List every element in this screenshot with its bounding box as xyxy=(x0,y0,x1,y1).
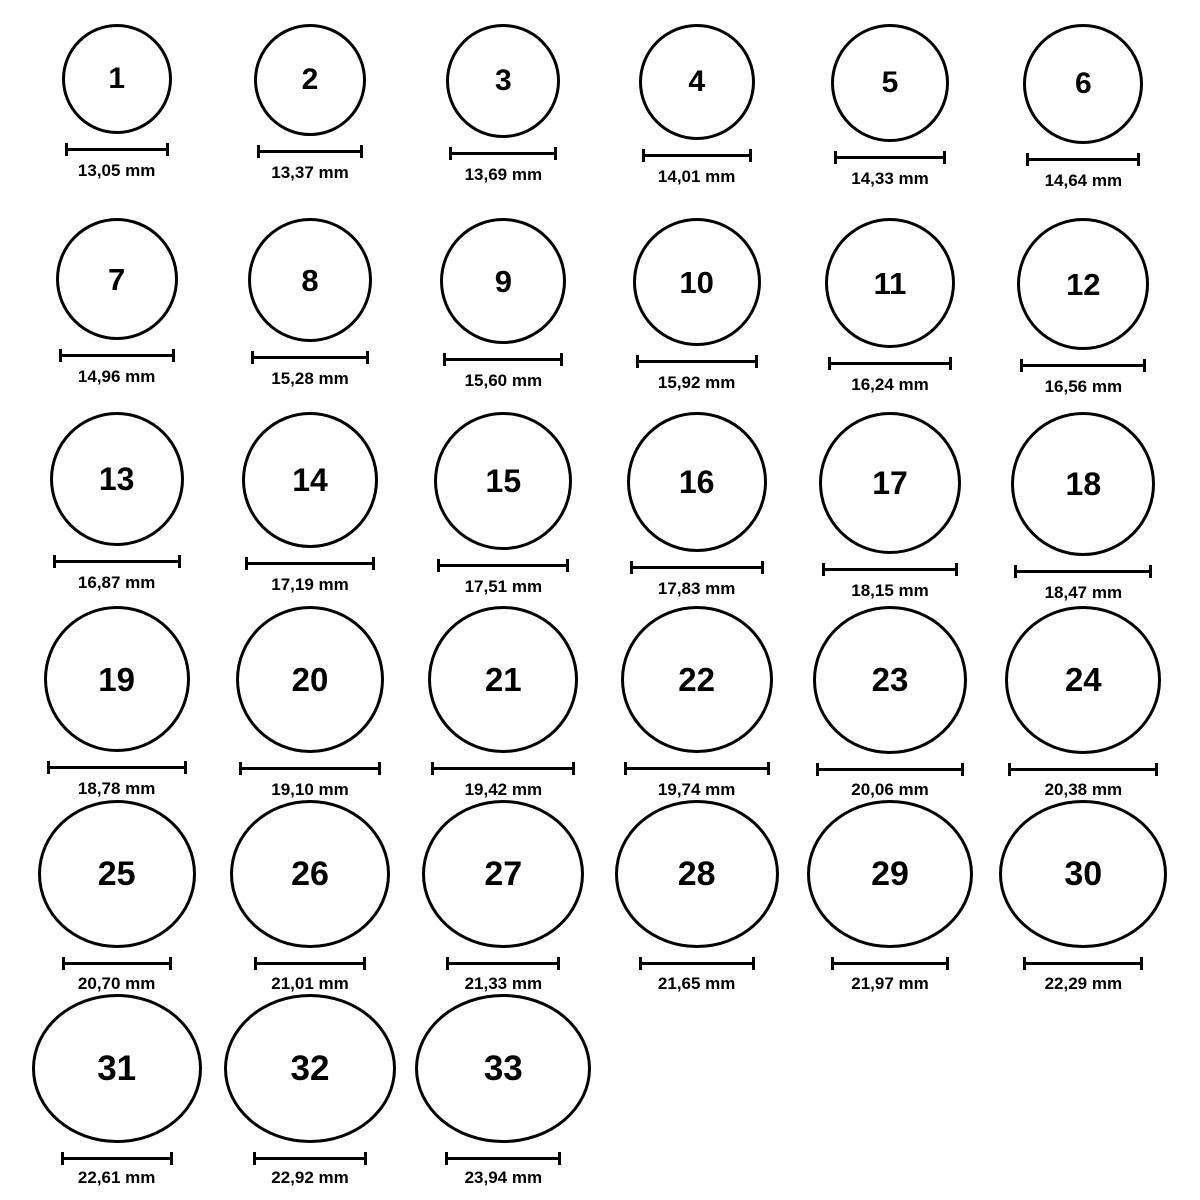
ring-size-cell[interactable] xyxy=(213,606,406,800)
diameter-value: 18,47 mm xyxy=(1044,583,1123,602)
diameter-value: 21,97 mm xyxy=(851,974,929,993)
diameter-measure-bar xyxy=(1014,565,1152,577)
measure-cap-right xyxy=(1143,359,1146,372)
diameter-measure-bar xyxy=(449,147,557,159)
diameter-value: 14,64 mm xyxy=(1044,171,1123,190)
measure-cap-left xyxy=(257,145,260,158)
measure-line xyxy=(257,150,363,153)
diameter-value: 23,94 mm xyxy=(464,1168,543,1187)
ring-circle xyxy=(434,412,572,550)
diameter-value: 13,69 mm xyxy=(464,165,543,184)
measure-cap-right xyxy=(752,957,755,970)
diameter-value: 21,33 mm xyxy=(464,974,543,993)
measure-cap-right xyxy=(572,762,575,775)
diameter-value: 13,05 mm xyxy=(77,161,156,180)
diameter-measure-bar xyxy=(1023,957,1143,968)
diameter-measure-bar xyxy=(59,349,175,361)
measure-line xyxy=(446,962,560,965)
ring-circle xyxy=(50,412,184,546)
diameter-value: 15,92 mm xyxy=(657,373,736,392)
diameter-measure-bar xyxy=(446,957,560,968)
ring-size-number: 5 xyxy=(881,66,899,99)
diameter-measure-bar xyxy=(257,145,363,157)
measure-cap-left xyxy=(816,763,819,776)
diameter-value: 14,01 mm xyxy=(657,167,736,186)
ring-circle xyxy=(627,412,767,552)
measure-cap-right xyxy=(949,357,952,370)
measure-line xyxy=(437,564,569,567)
measure-cap-right xyxy=(360,145,363,158)
diameter-value: 20,38 mm xyxy=(1044,780,1123,799)
ring-circle xyxy=(1005,606,1161,754)
ring-size-number: 28 xyxy=(677,855,716,894)
measure-line xyxy=(1014,570,1152,573)
ring-circle xyxy=(236,606,384,753)
measure-cap-left xyxy=(446,957,449,970)
ring-size-cell[interactable] xyxy=(793,218,986,412)
diameter-value: 19,74 mm xyxy=(657,780,736,799)
measure-cap-left xyxy=(828,357,831,370)
ring-size-number: 14 xyxy=(292,462,328,498)
ring-circle xyxy=(621,606,773,753)
measure-cap-left xyxy=(47,761,50,774)
ring-size-cell[interactable] xyxy=(600,800,793,994)
measure-cap-right xyxy=(184,761,187,774)
diameter-value: 18,15 mm xyxy=(851,581,929,600)
ring-circle xyxy=(825,218,955,348)
measure-line xyxy=(831,962,949,965)
diameter-measure-bar xyxy=(828,357,952,369)
diameter-measure-bar xyxy=(822,563,958,575)
measure-line xyxy=(1020,364,1146,367)
diameter-measure-bar xyxy=(47,761,187,773)
measure-line xyxy=(642,154,752,157)
diameter-value: 21,01 mm xyxy=(271,974,349,993)
measure-line xyxy=(62,962,172,965)
ring-size-cell[interactable] xyxy=(987,606,1180,800)
measure-line xyxy=(816,768,964,771)
diameter-measure-bar xyxy=(630,561,764,573)
ring-size-cell[interactable] xyxy=(600,606,793,800)
measure-cap-left xyxy=(1020,359,1023,372)
ring-circle xyxy=(831,24,949,142)
ring-size-cell[interactable] xyxy=(213,412,406,606)
ring-circle xyxy=(242,412,378,548)
ring-size-cell[interactable] xyxy=(407,800,600,994)
measure-cap-right xyxy=(172,349,175,362)
diameter-measure-bar xyxy=(445,1152,561,1162)
measure-line xyxy=(1008,768,1158,771)
measure-cap-left xyxy=(1023,957,1026,970)
measure-cap-right xyxy=(961,763,964,776)
measure-line xyxy=(47,766,187,769)
ring-size-number: 1 xyxy=(108,62,125,95)
measure-cap-right xyxy=(943,151,946,164)
ring-size-number: 2 xyxy=(301,63,319,96)
ring-circle xyxy=(428,606,578,753)
measure-cap-right xyxy=(558,1152,561,1165)
diameter-measure-bar xyxy=(251,351,369,363)
diameter-measure-bar xyxy=(61,1152,173,1162)
ring-size-cell[interactable] xyxy=(20,800,213,994)
diameter-value: 18,78 mm xyxy=(77,779,156,798)
diameter-value: 17,83 mm xyxy=(657,579,736,598)
diameter-value: 19,42 mm xyxy=(464,780,543,799)
diameter-measure-bar xyxy=(624,762,770,774)
measure-line xyxy=(443,358,563,361)
measure-cap-left xyxy=(443,353,446,366)
measure-cap-right xyxy=(1140,957,1143,970)
measure-cap-left xyxy=(62,957,65,970)
measure-cap-right xyxy=(1137,153,1140,166)
diameter-measure-bar xyxy=(53,555,181,567)
measure-cap-right xyxy=(749,149,752,162)
ring-size-cell[interactable] xyxy=(213,994,406,1188)
measure-cap-left xyxy=(834,151,837,164)
measure-cap-right xyxy=(755,355,758,368)
ring-circle xyxy=(32,994,202,1143)
measure-cap-right xyxy=(946,957,949,970)
ring-circle xyxy=(440,218,566,344)
diameter-measure-bar xyxy=(437,559,569,571)
diameter-value: 13,37 mm xyxy=(271,163,349,182)
measure-cap-left xyxy=(53,555,56,568)
ring-circle xyxy=(38,800,196,948)
ring-size-cell[interactable] xyxy=(987,800,1180,994)
ring-size-cell[interactable] xyxy=(213,800,406,994)
ring-circle xyxy=(639,24,755,140)
measure-line xyxy=(1026,158,1140,161)
ring-circle xyxy=(56,218,178,340)
diameter-value: 17,19 mm xyxy=(271,575,349,594)
measure-cap-right xyxy=(364,1152,367,1165)
diameter-measure-bar xyxy=(239,762,381,774)
ring-circle xyxy=(807,800,973,948)
ring-size-cell[interactable] xyxy=(407,218,600,412)
ring-size-cell[interactable] xyxy=(213,218,406,412)
measure-cap-left xyxy=(636,355,639,368)
measure-cap-left xyxy=(437,559,440,572)
ring-circle xyxy=(1023,24,1143,144)
measure-cap-right xyxy=(557,957,560,970)
measure-cap-left xyxy=(639,957,642,970)
ring-circle xyxy=(62,24,172,134)
ring-size-number: 4 xyxy=(688,65,705,98)
ring-size-number: 8 xyxy=(301,262,319,298)
diameter-measure-bar xyxy=(1020,359,1146,371)
ring-size-number: 16 xyxy=(678,464,715,500)
ring-size-number: 17 xyxy=(872,465,908,501)
measure-line xyxy=(59,354,175,357)
ring-circle xyxy=(44,606,190,752)
ring-size-cell[interactable] xyxy=(987,412,1180,606)
ring-size-number: 26 xyxy=(291,854,329,893)
ring-circle xyxy=(1017,218,1149,350)
ring-size-cell[interactable] xyxy=(213,24,406,218)
diameter-value: 22,29 mm xyxy=(1044,974,1123,993)
ring-size-number: 15 xyxy=(485,463,522,499)
ring-size-cell[interactable] xyxy=(407,606,600,800)
measure-line xyxy=(254,962,366,965)
measure-cap-left xyxy=(253,1152,256,1165)
ring-size-number: 24 xyxy=(1064,661,1102,699)
ring-size-number: 30 xyxy=(1064,855,1103,894)
ring-circle xyxy=(615,800,779,948)
measure-line xyxy=(53,560,181,563)
ring-size-number: 6 xyxy=(1074,67,1092,100)
diameter-value: 22,61 mm xyxy=(77,1168,156,1187)
measure-cap-left xyxy=(449,147,452,160)
diameter-measure-bar xyxy=(834,151,946,163)
ring-size-number: 18 xyxy=(1065,466,1102,502)
diameter-value: 21,65 mm xyxy=(657,974,736,993)
ring-size-number: 20 xyxy=(291,661,329,699)
measure-line xyxy=(449,152,557,155)
measure-line xyxy=(630,566,764,569)
measure-cap-right xyxy=(366,351,369,364)
ring-size-number: 10 xyxy=(679,264,714,300)
ring-size-number: 11 xyxy=(873,265,907,301)
ring-size-cell[interactable] xyxy=(407,412,600,606)
ring-circle xyxy=(248,218,372,342)
measure-cap-right xyxy=(560,353,563,366)
measure-cap-left xyxy=(251,351,254,364)
ring-size-number: 23 xyxy=(871,661,909,699)
diameter-measure-bar xyxy=(245,557,375,569)
measure-cap-right xyxy=(178,555,181,568)
ring-size-cell[interactable] xyxy=(793,412,986,606)
ring-size-cell[interactable] xyxy=(600,218,793,412)
measure-cap-left xyxy=(642,149,645,162)
ring-size-number: 27 xyxy=(484,855,523,894)
ring-size-number: 33 xyxy=(483,1048,523,1088)
measure-cap-right xyxy=(170,1152,173,1165)
diameter-measure-bar xyxy=(443,353,563,365)
ring-circle xyxy=(446,24,560,138)
ring-size-cell[interactable] xyxy=(793,24,986,218)
measure-cap-left xyxy=(630,561,633,574)
ring-size-number: 21 xyxy=(484,661,522,699)
measure-line xyxy=(822,568,958,571)
diameter-measure-bar xyxy=(831,957,949,968)
diameter-value: 15,60 mm xyxy=(464,371,543,390)
measure-cap-left xyxy=(1026,153,1029,166)
ring-size-number: 22 xyxy=(678,661,716,699)
ring-size-cell[interactable] xyxy=(407,24,600,218)
ring-circle xyxy=(633,218,761,346)
ring-circle xyxy=(1011,412,1155,556)
measure-line xyxy=(239,767,381,770)
ring-size-number: 3 xyxy=(494,64,512,97)
ring-size-number: 12 xyxy=(1066,266,1101,302)
measure-cap-left xyxy=(239,762,242,775)
diameter-value: 15,28 mm xyxy=(271,369,349,388)
measure-cap-right xyxy=(955,563,958,576)
ring-size-number: 31 xyxy=(97,1048,137,1088)
ring-size-number: 32 xyxy=(290,1048,330,1088)
ring-size-number: 25 xyxy=(97,854,136,893)
measure-line xyxy=(636,360,758,363)
ring-size-cell[interactable] xyxy=(407,994,600,1188)
ring-circle xyxy=(422,800,584,948)
measure-line xyxy=(251,356,369,359)
diameter-measure-bar xyxy=(65,143,169,155)
ring-size-cell[interactable] xyxy=(20,24,213,218)
ring-size-cell[interactable] xyxy=(20,994,213,1188)
ring-size-number: 9 xyxy=(494,263,512,299)
measure-line xyxy=(245,562,375,565)
diameter-value: 22,92 mm xyxy=(271,1168,349,1187)
ring-circle xyxy=(230,800,390,948)
measure-cap-right xyxy=(372,557,375,570)
diameter-value: 14,33 mm xyxy=(851,169,929,188)
measure-cap-right xyxy=(363,957,366,970)
measure-cap-right xyxy=(378,762,381,775)
measure-cap-left xyxy=(445,1152,448,1165)
diameter-value: 20,06 mm xyxy=(851,780,929,799)
measure-cap-left xyxy=(1014,565,1017,578)
diameter-value: 20,70 mm xyxy=(77,974,156,993)
measure-cap-left xyxy=(822,563,825,576)
measure-cap-left xyxy=(59,349,62,362)
diameter-measure-bar xyxy=(636,355,758,367)
measure-cap-right xyxy=(1149,565,1152,578)
ring-circle xyxy=(254,24,366,136)
ring-size-cell[interactable] xyxy=(793,606,986,800)
diameter-measure-bar xyxy=(1026,153,1140,165)
measure-line xyxy=(639,962,755,965)
ring-size-cell[interactable] xyxy=(793,800,986,994)
ring-size-cell[interactable] xyxy=(20,412,213,606)
ring-size-grid xyxy=(20,24,1180,1188)
measure-line xyxy=(624,767,770,770)
measure-cap-right xyxy=(169,957,172,970)
ring-size-cell[interactable] xyxy=(20,606,213,800)
diameter-measure-bar xyxy=(253,1152,367,1162)
measure-cap-right xyxy=(1155,763,1158,776)
diameter-measure-bar xyxy=(639,957,755,968)
diameter-measure-bar xyxy=(1008,763,1158,774)
diameter-measure-bar xyxy=(254,957,366,968)
ring-size-cell[interactable] xyxy=(987,218,1180,412)
measure-line xyxy=(828,362,952,365)
ring-size-cell[interactable] xyxy=(600,24,793,218)
measure-cap-left xyxy=(624,762,627,775)
ring-size-number: 7 xyxy=(108,261,126,297)
diameter-value: 16,87 mm xyxy=(77,573,156,592)
diameter-value: 16,56 mm xyxy=(1044,377,1123,396)
diameter-measure-bar xyxy=(62,957,172,968)
diameter-value: 17,51 mm xyxy=(464,577,543,596)
measure-cap-right xyxy=(566,559,569,572)
measure-line xyxy=(431,767,575,770)
measure-line xyxy=(61,1157,173,1160)
diameter-value: 19,10 mm xyxy=(271,780,349,799)
diameter-value: 14,96 mm xyxy=(77,367,156,386)
ring-size-number: 19 xyxy=(98,660,136,698)
measure-line xyxy=(445,1157,561,1160)
ring-circle xyxy=(224,994,396,1143)
measure-cap-right xyxy=(166,143,169,156)
diameter-value: 16,24 mm xyxy=(851,375,929,394)
measure-cap-left xyxy=(831,957,834,970)
measure-cap-left xyxy=(61,1152,64,1165)
diameter-measure-bar xyxy=(431,762,575,774)
measure-cap-left xyxy=(431,762,434,775)
ring-size-cell[interactable] xyxy=(20,218,213,412)
measure-cap-left xyxy=(245,557,248,570)
measure-cap-right xyxy=(767,762,770,775)
ring-circle xyxy=(999,800,1167,948)
ring-circle xyxy=(415,994,591,1143)
measure-line xyxy=(253,1157,367,1160)
ring-size-cell[interactable] xyxy=(600,412,793,606)
measure-cap-left xyxy=(1008,763,1011,776)
measure-cap-left xyxy=(65,143,68,156)
measure-line xyxy=(65,148,169,151)
measure-line xyxy=(834,156,946,159)
ring-size-number: 29 xyxy=(871,855,909,894)
ring-circle xyxy=(813,606,967,754)
ring-size-cell[interactable] xyxy=(987,24,1180,218)
measure-line xyxy=(1023,962,1143,965)
ring-size-number: 13 xyxy=(98,461,135,497)
diameter-measure-bar xyxy=(816,763,964,774)
measure-cap-right xyxy=(761,561,764,574)
diameter-measure-bar xyxy=(642,149,752,161)
ring-circle xyxy=(819,412,961,554)
measure-cap-left xyxy=(254,957,257,970)
measure-cap-right xyxy=(554,147,557,160)
